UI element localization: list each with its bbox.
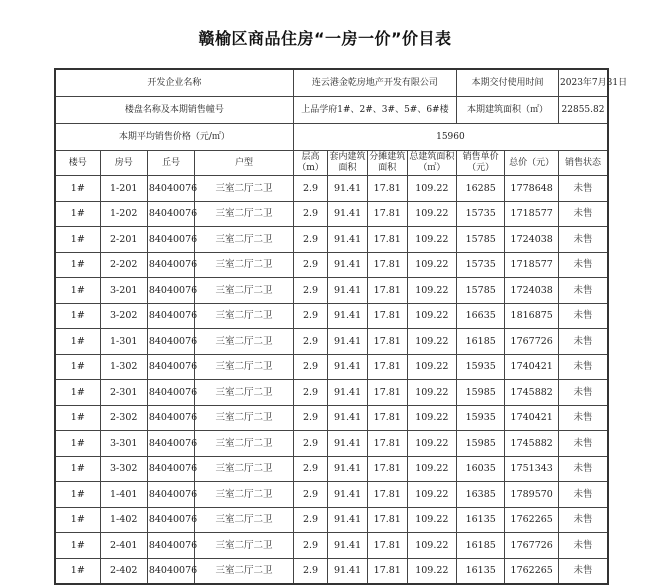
status-cell: 未售 [559, 507, 608, 533]
total-price-cell: 1789570 [505, 482, 559, 508]
height-cell: 2.9 [293, 380, 327, 406]
status-cell: 未售 [559, 303, 608, 329]
unit-price-cell: 16385 [457, 482, 505, 508]
height-cell: 2.9 [293, 431, 327, 457]
total-area-cell: 109.22 [407, 176, 456, 202]
building-cell: 1# [55, 482, 100, 508]
building-cell: 1# [55, 354, 100, 380]
room-cell: 1-201 [100, 176, 147, 202]
total-price-cell: 1751343 [505, 456, 559, 482]
room-cell: 1-402 [100, 507, 147, 533]
building-cell: 1# [55, 303, 100, 329]
table-row [55, 482, 608, 508]
building-cell: 1# [55, 227, 100, 253]
room-cell: 3-301 [100, 431, 147, 457]
shared-area-cell: 17.81 [367, 533, 407, 559]
layout-cell: 三室二厅二卫 [195, 303, 294, 329]
project-row [55, 97, 608, 124]
col-header-status: 销售状态 [559, 151, 608, 176]
height-cell: 2.9 [293, 303, 327, 329]
shared-area-cell: 17.81 [367, 405, 407, 431]
total-area-cell: 109.22 [407, 507, 456, 533]
layout-cell: 三室二厅二卫 [195, 329, 294, 355]
parcel-cell: 84040076 [147, 252, 194, 278]
total-price-cell: 1740421 [505, 354, 559, 380]
status-cell: 未售 [559, 329, 608, 355]
total-price-cell: 1724038 [505, 227, 559, 253]
shared-area-cell: 17.81 [367, 456, 407, 482]
parcel-cell: 84040076 [147, 176, 194, 202]
layout-cell: 三室二厅二卫 [195, 201, 294, 227]
parcel-cell: 84040076 [147, 431, 194, 457]
table-row [55, 456, 608, 482]
height-cell: 2.9 [293, 201, 327, 227]
unit-price-cell: 15985 [457, 380, 505, 406]
building-cell: 1# [55, 431, 100, 457]
avg-price-value: 15960 [293, 124, 608, 151]
room-cell: 1-401 [100, 482, 147, 508]
project-label: 楼盘名称及本期销售幢号 [55, 97, 293, 124]
inner-area-cell: 91.41 [328, 558, 368, 584]
layout-cell: 三室二厅二卫 [195, 380, 294, 406]
layout-cell: 三室二厅二卫 [195, 482, 294, 508]
room-cell: 3-201 [100, 278, 147, 304]
status-cell: 未售 [559, 431, 608, 457]
shared-area-cell: 17.81 [367, 303, 407, 329]
unit-price-cell: 15785 [457, 278, 505, 304]
building-cell: 1# [55, 533, 100, 559]
building-cell: 1# [55, 558, 100, 584]
height-cell: 2.9 [293, 227, 327, 253]
unit-price-cell: 16635 [457, 303, 505, 329]
total-area-cell: 109.22 [407, 380, 456, 406]
room-cell: 2-201 [100, 227, 147, 253]
table-row [55, 303, 608, 329]
unit-price-cell: 16135 [457, 558, 505, 584]
total-area-cell: 109.22 [407, 303, 456, 329]
total-area-cell: 109.22 [407, 354, 456, 380]
height-cell: 2.9 [293, 252, 327, 278]
layout-cell: 三室二厅二卫 [195, 431, 294, 457]
inner-area-cell: 91.41 [328, 482, 368, 508]
parcel-cell: 84040076 [147, 227, 194, 253]
status-cell: 未售 [559, 456, 608, 482]
inner-area-cell: 91.41 [328, 405, 368, 431]
parcel-cell: 84040076 [147, 201, 194, 227]
layout-cell: 三室二厅二卫 [195, 278, 294, 304]
building-cell: 1# [55, 507, 100, 533]
room-cell: 3-202 [100, 303, 147, 329]
shared-area-cell: 17.81 [367, 227, 407, 253]
unit-price-cell: 16185 [457, 329, 505, 355]
total-area-cell: 109.22 [407, 482, 456, 508]
status-cell: 未售 [559, 227, 608, 253]
height-cell: 2.9 [293, 329, 327, 355]
layout-cell: 三室二厅二卫 [195, 456, 294, 482]
table-row [55, 201, 608, 227]
building-cell: 1# [55, 252, 100, 278]
shared-area-cell: 17.81 [367, 201, 407, 227]
room-cell: 3-302 [100, 456, 147, 482]
building-cell: 1# [55, 176, 100, 202]
unit-price-cell: 15985 [457, 431, 505, 457]
height-cell: 2.9 [293, 176, 327, 202]
unit-price-cell: 16035 [457, 456, 505, 482]
developer-value: 连云港金乾房地产开发有限公司 [293, 69, 456, 97]
inner-area-cell: 91.41 [328, 456, 368, 482]
layout-cell: 三室二厅二卫 [195, 354, 294, 380]
total-price-cell: 1745882 [505, 431, 559, 457]
height-cell: 2.9 [293, 405, 327, 431]
total-area-cell: 109.22 [407, 456, 456, 482]
avg-price-row [55, 124, 608, 151]
col-header-unit-price: 销售单价（元） [457, 151, 505, 176]
shared-area-cell: 17.81 [367, 176, 407, 202]
room-cell: 2-401 [100, 533, 147, 559]
parcel-cell: 84040076 [147, 329, 194, 355]
total-price-cell: 1762265 [505, 558, 559, 584]
parcel-cell: 84040076 [147, 558, 194, 584]
status-cell: 未售 [559, 354, 608, 380]
table-row [55, 278, 608, 304]
layout-cell: 三室二厅二卫 [195, 252, 294, 278]
developer-label: 开发企业名称 [55, 69, 293, 97]
table-row [55, 405, 608, 431]
unit-price-cell: 15735 [457, 252, 505, 278]
building-cell: 1# [55, 329, 100, 355]
inner-area-cell: 91.41 [328, 431, 368, 457]
building-cell: 1# [55, 278, 100, 304]
room-cell: 1-302 [100, 354, 147, 380]
col-header-height: 层高（m） [293, 151, 327, 176]
col-header-parcel: 丘号 [147, 151, 194, 176]
total-price-cell: 1767726 [505, 533, 559, 559]
unit-price-cell: 16185 [457, 533, 505, 559]
col-header-inner-area: 套内建筑面积 [328, 151, 368, 176]
shared-area-cell: 17.81 [367, 482, 407, 508]
building-cell: 1# [55, 456, 100, 482]
unit-price-cell: 16135 [457, 507, 505, 533]
col-header-building: 楼号 [55, 151, 100, 176]
building-cell: 1# [55, 201, 100, 227]
delivery-value: 2023年7月31日 [559, 69, 608, 97]
col-header-layout: 户型 [195, 151, 294, 176]
total-area-cell: 109.22 [407, 252, 456, 278]
room-cell: 2-302 [100, 405, 147, 431]
inner-area-cell: 91.41 [328, 329, 368, 355]
height-cell: 2.9 [293, 482, 327, 508]
unit-price-cell: 15735 [457, 201, 505, 227]
shared-area-cell: 17.81 [367, 329, 407, 355]
inner-area-cell: 91.41 [328, 303, 368, 329]
shared-area-cell: 17.81 [367, 252, 407, 278]
room-cell: 2-402 [100, 558, 147, 584]
parcel-cell: 84040076 [147, 456, 194, 482]
inner-area-cell: 91.41 [328, 252, 368, 278]
status-cell: 未售 [559, 405, 608, 431]
col-header-shared-area: 分摊建筑面积 [367, 151, 407, 176]
building-cell: 1# [55, 405, 100, 431]
col-header-total-area: 总建筑面积（㎡） [407, 151, 456, 176]
layout-cell: 三室二厅二卫 [195, 176, 294, 202]
layout-cell: 三室二厅二卫 [195, 507, 294, 533]
status-cell: 未售 [559, 380, 608, 406]
shared-area-cell: 17.81 [367, 431, 407, 457]
table-row [55, 507, 608, 533]
building-cell: 1# [55, 380, 100, 406]
developer-row [55, 69, 608, 97]
total-price-cell: 1762265 [505, 507, 559, 533]
unit-price-cell: 16285 [457, 176, 505, 202]
inner-area-cell: 91.41 [328, 201, 368, 227]
unit-price-cell: 15935 [457, 354, 505, 380]
layout-cell: 三室二厅二卫 [195, 405, 294, 431]
total-price-cell: 1724038 [505, 278, 559, 304]
total-price-cell: 1745882 [505, 380, 559, 406]
parcel-cell: 84040076 [147, 482, 194, 508]
table-row [55, 431, 608, 457]
inner-area-cell: 91.41 [328, 176, 368, 202]
parcel-cell: 84040076 [147, 303, 194, 329]
inner-area-cell: 91.41 [328, 533, 368, 559]
table-row [55, 354, 608, 380]
col-header-room: 房号 [100, 151, 147, 176]
room-cell: 1-301 [100, 329, 147, 355]
layout-cell: 三室二厅二卫 [195, 533, 294, 559]
status-cell: 未售 [559, 558, 608, 584]
status-cell: 未售 [559, 201, 608, 227]
status-cell: 未售 [559, 176, 608, 202]
total-area-cell: 109.22 [407, 431, 456, 457]
parcel-cell: 84040076 [147, 380, 194, 406]
height-cell: 2.9 [293, 558, 327, 584]
inner-area-cell: 91.41 [328, 507, 368, 533]
price-table [54, 68, 628, 585]
total-price-cell: 1718577 [505, 252, 559, 278]
shared-area-cell: 17.81 [367, 278, 407, 304]
table-row [55, 380, 608, 406]
total-price-cell: 1816875 [505, 303, 559, 329]
layout-cell: 三室二厅二卫 [195, 227, 294, 253]
total-price-cell: 1767726 [505, 329, 559, 355]
shared-area-cell: 17.81 [367, 558, 407, 584]
avg-price-label: 本期平均销售价格（元/㎡） [55, 124, 293, 151]
table-row [55, 252, 608, 278]
page-title: 赣榆区商品住房“一房一价”价目表 [198, 29, 452, 48]
parcel-cell: 84040076 [147, 405, 194, 431]
parcel-cell: 84040076 [147, 278, 194, 304]
room-cell: 2-202 [100, 252, 147, 278]
shared-area-cell: 17.81 [367, 380, 407, 406]
total-price-cell: 1718577 [505, 201, 559, 227]
area-value: 22855.82 [559, 97, 608, 124]
height-cell: 2.9 [293, 278, 327, 304]
room-cell: 2-301 [100, 380, 147, 406]
height-cell: 2.9 [293, 456, 327, 482]
status-cell: 未售 [559, 533, 608, 559]
height-cell: 2.9 [293, 507, 327, 533]
parcel-cell: 84040076 [147, 507, 194, 533]
total-area-cell: 109.22 [407, 278, 456, 304]
status-cell: 未售 [559, 278, 608, 304]
col-header-total-price: 总价（元） [505, 151, 559, 176]
unit-price-cell: 15785 [457, 227, 505, 253]
status-cell: 未售 [559, 482, 608, 508]
table-row [55, 533, 608, 559]
inner-area-cell: 91.41 [328, 380, 368, 406]
total-area-cell: 109.22 [407, 405, 456, 431]
layout-cell: 三室二厅二卫 [195, 558, 294, 584]
total-price-cell: 1740421 [505, 405, 559, 431]
column-header-row [55, 151, 608, 176]
total-area-cell: 109.22 [407, 329, 456, 355]
height-cell: 2.9 [293, 354, 327, 380]
area-label: 本期建筑面积（㎡） [457, 97, 559, 124]
delivery-label: 本期交付使用时间 [457, 69, 559, 97]
table-row [55, 227, 608, 253]
inner-area-cell: 91.41 [328, 278, 368, 304]
status-cell: 未售 [559, 252, 608, 278]
parcel-cell: 84040076 [147, 354, 194, 380]
inner-area-cell: 91.41 [328, 354, 368, 380]
table-row [55, 558, 608, 584]
total-area-cell: 109.22 [407, 201, 456, 227]
table-row [55, 329, 608, 355]
height-cell: 2.9 [293, 533, 327, 559]
project-value: 上品学府1#、2#、3#、5#、6#楼 [293, 97, 456, 124]
total-area-cell: 109.22 [407, 558, 456, 584]
table-row [55, 176, 608, 202]
total-price-cell: 1778648 [505, 176, 559, 202]
room-cell: 1-202 [100, 201, 147, 227]
shared-area-cell: 17.81 [367, 354, 407, 380]
inner-area-cell: 91.41 [328, 227, 368, 253]
total-area-cell: 109.22 [407, 227, 456, 253]
unit-price-cell: 15935 [457, 405, 505, 431]
parcel-cell: 84040076 [147, 533, 194, 559]
shared-area-cell: 17.81 [367, 507, 407, 533]
total-area-cell: 109.22 [407, 533, 456, 559]
